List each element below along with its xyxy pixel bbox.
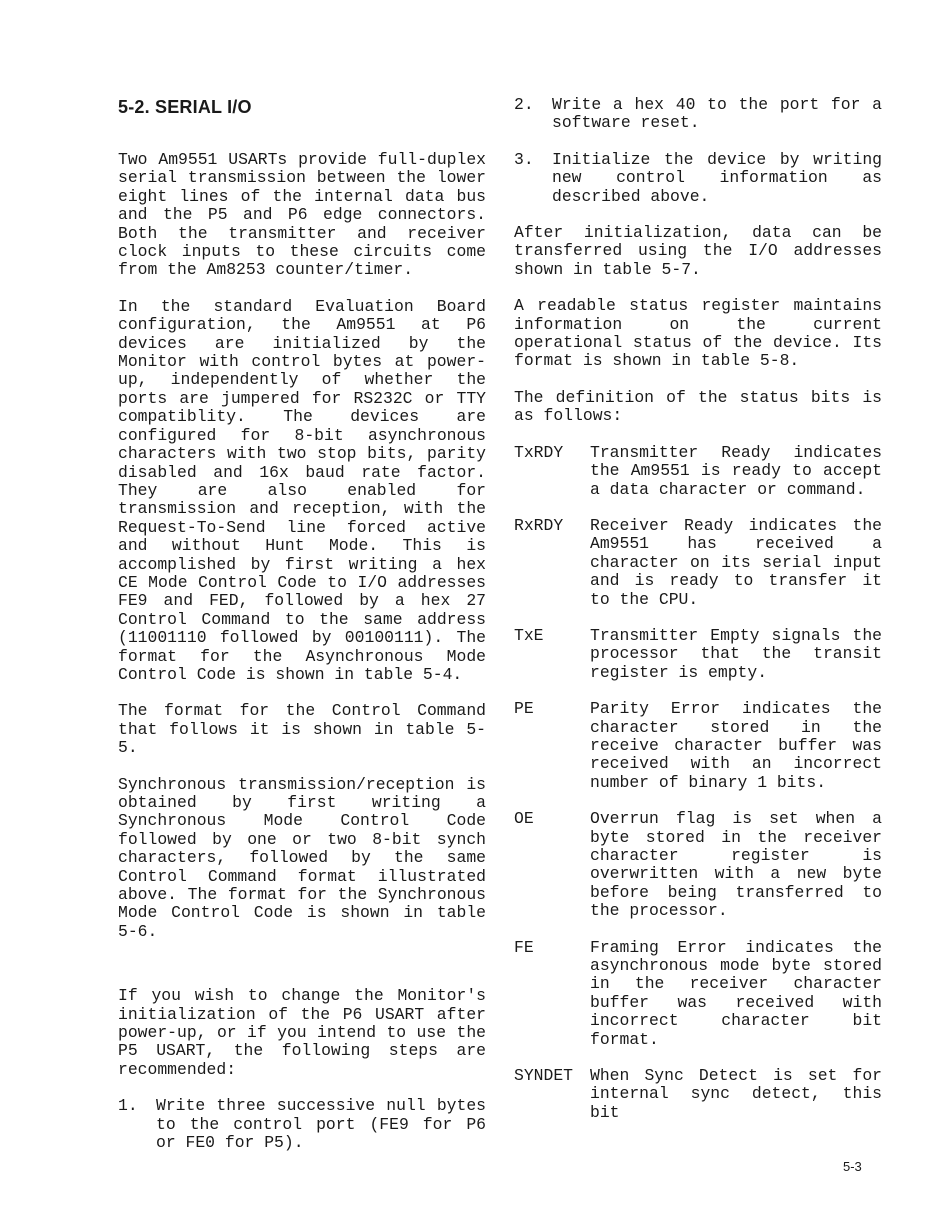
- status-bit-term: FE: [514, 937, 534, 957]
- page-number: 5-3: [843, 1159, 862, 1174]
- status-bit-term: PE: [514, 699, 534, 719]
- paragraph-status-register: A readable status register maintains information on the current operational status of the device. Its format is shown in table 5-8.: [514, 296, 882, 371]
- step-number: 3.: [514, 149, 534, 169]
- paragraph-change-init: If you wish to change the Monitor's initialization of the P6 USART after power-up, or if you intend to use the P5 USART, the following steps are recommended:: [118, 986, 486, 1079]
- step-text: Initialize the device by writing new control information as described above.: [552, 149, 882, 206]
- status-bit-term: TxE: [514, 625, 544, 645]
- status-bit-description: Overrun flag is set when a byte stored in the receiver character register is overwritten with a new byte before being transferred to the processor.: [590, 809, 882, 921]
- paragraph-after-init: After initialization, data can be transferred using the I/O addresses shown in table 5-7.: [514, 223, 882, 279]
- paragraph-standard-config: In the standard Evaluation Board configuration, the Am9551 at P6 devices are initialized by the Monitor with control bytes at power-up, independently of whether the ports are jumpered for RS232C or TTY compatiblity. The devices are configured for 8-bit asynchronous characters with two stop bits, parity disabled and 16x baud rate factor. They are also enabled for transmission and reception, with the Request-To-Send line forced active and without Hunt Mode. This is accomplished by first writing a hex CE Mode Control Code to I/O addresses FE9 and FED, followed by a hex 27 Control Command to the same address (11001110 followed by 00100111). The format for the Asynchronous Mode Control Code is shown in table 5-4.: [118, 296, 486, 684]
- status-bit-description: Transmitter Ready indicates the Am9551 is ready to accept a data character or command.: [590, 442, 882, 499]
- left-column: [118, 96, 486, 1171]
- step-number: 2.: [514, 95, 534, 114]
- status-bit-definition: [514, 1067, 882, 1122]
- status-bit-description: Parity Error indicates the character stored in the receive character buffer was received with an incorrect number of binary 1 bits.: [590, 699, 882, 792]
- status-bit-definition: [514, 939, 882, 1049]
- step-item: [514, 151, 882, 206]
- step-item: [118, 1097, 486, 1152]
- paragraph-status-bits-intro: The definition of the status bits is as follows:: [514, 387, 882, 426]
- status-bit-definition: [514, 444, 882, 499]
- status-bit-definition: [514, 517, 882, 609]
- status-bit-term: TxRDY: [514, 442, 564, 462]
- status-bit-term: RxRDY: [514, 515, 564, 535]
- status-bit-description: When Sync Detect is set for internal sync detect, this bit: [590, 1066, 882, 1122]
- step-item: [514, 96, 882, 133]
- status-bit-term: SYNDET: [514, 1066, 574, 1086]
- paragraph-intro: Two Am9551 USARTs provide full-duplex serial transmission between the lower eight lines of the internal data bus and the P5 and P6 edge connectors. Both the transmitter and receiver clock inputs to these circuits come from the Am8253 counter/timer.: [118, 150, 486, 280]
- status-bit-definition: [514, 700, 882, 792]
- right-column: [514, 96, 882, 1140]
- status-bit-description: Receiver Ready indicates the Am9551 has received a character on its serial input and is ready to transfer it to the CPU.: [590, 515, 882, 609]
- status-bit-term: OE: [514, 809, 534, 829]
- section-heading: 5-2. SERIAL I/O: [118, 97, 252, 117]
- paragraph-control-command: The format for the Control Command that follows it is shown in table 5-5.: [118, 701, 486, 758]
- status-bit-definition: [514, 627, 882, 682]
- step-text: Write three successive null bytes to the control port (FE9 for P6 or FE0 for P5).: [156, 1096, 486, 1153]
- status-bit-description: Transmitter Empty signals the processor that the transit register is empty.: [590, 625, 882, 682]
- status-bit-definition: [514, 810, 882, 920]
- paragraph-synchronous: Synchronous transmission/reception is obtained by first writing a Synchronous Mode Control Code followed by one or two 8-bit synch characters, followed by the same Control Command format illustrated above. The format for the Synchronous Mode Control Code is shown in table 5-6.: [118, 774, 486, 941]
- status-bit-description: Framing Error indicates the asynchronous mode byte stored in the receiver character buffer was received with incorrect character bit format.: [590, 937, 882, 1049]
- step-number: 1.: [118, 1096, 138, 1116]
- step-text: Write a hex 40 to the port for a software reset.: [552, 95, 882, 133]
